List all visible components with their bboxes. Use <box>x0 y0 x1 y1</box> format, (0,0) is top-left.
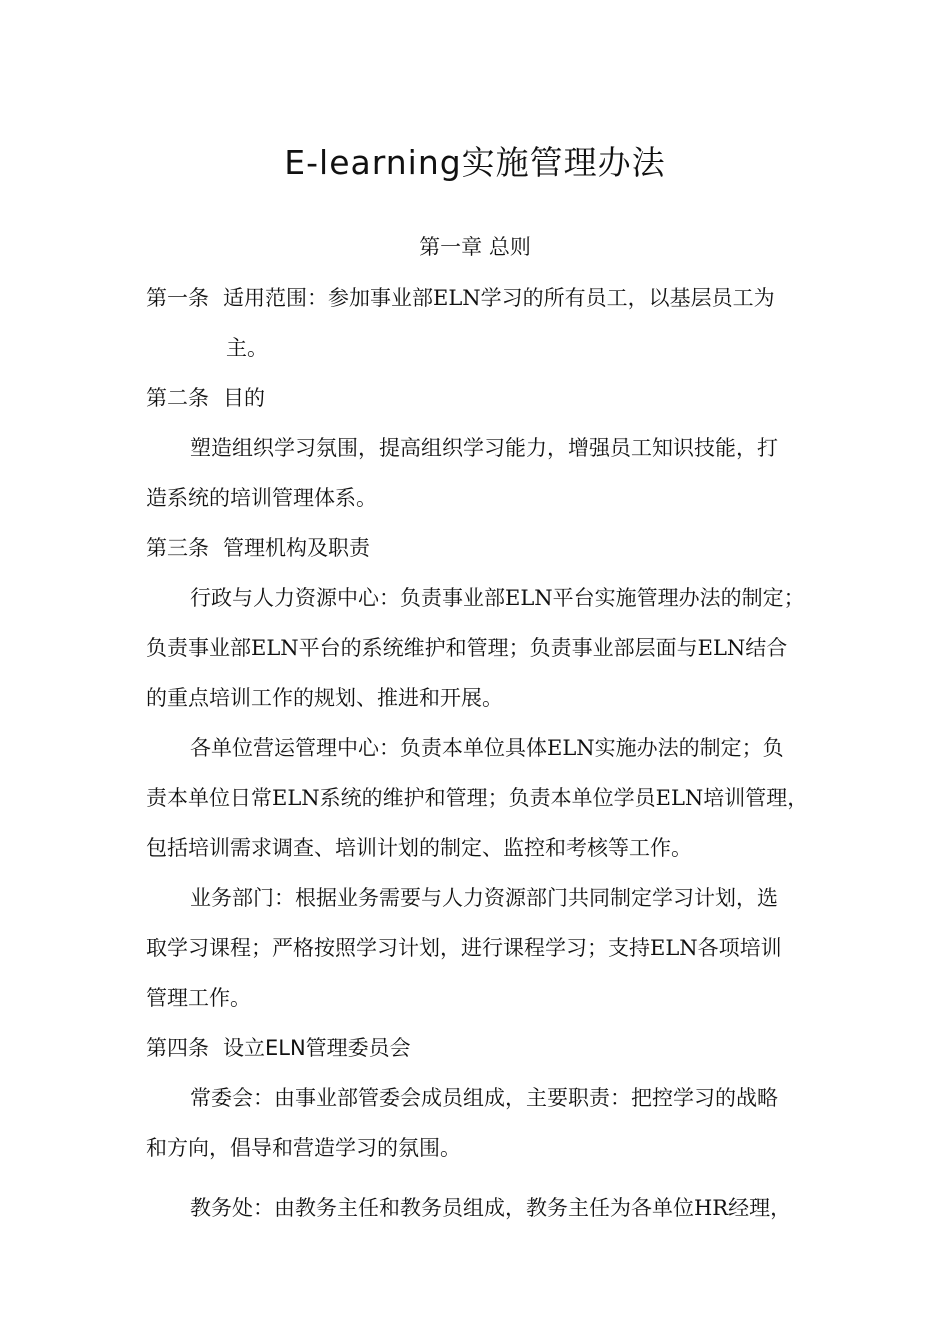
article-3-para-3-line: 取学习课程；严格按照学习计划，进行课程学习；支持ELN各项培训 <box>146 936 782 960</box>
article-3-para-1-line: 行政与人力资源中心：负责事业部ELN平台实施管理办法的制定； <box>190 586 805 610</box>
article-2-para-line: 造系统的培训管理体系。 <box>146 486 377 510</box>
article-3-para-1-line: 负责事业部ELN平台的系统维护和管理；负责事业部层面与ELN结合 <box>146 636 788 660</box>
article-1-continuation: 主。 <box>226 336 268 360</box>
article-4-label: 第四条 <box>146 1036 209 1060</box>
article-2-heading-line <box>146 383 816 413</box>
article-4-heading-line <box>146 1033 816 1063</box>
article-1-label: 第一条 <box>146 286 209 310</box>
article-3-para-2-line: 责本单位日常ELN系统的维护和管理；负责本单位学员ELN培训管理， <box>146 786 809 810</box>
article-1-heading: 适用范围： <box>223 286 328 310</box>
chapter-heading: 第一章 总则 <box>419 235 531 259</box>
article-3-para-2-line: 包括培训需求调查、培训计划的制定、监控和考核等工作。 <box>146 836 692 860</box>
article-2-heading: 目的 <box>223 386 265 410</box>
article-4-heading: 设立ELN管理委员会 <box>223 1036 411 1060</box>
article-4-para-1-line: 常委会：由事业部管委会成员组成，主要职责：把控学习的战略 <box>190 1086 778 1110</box>
article-3-para-1-line: 的重点培训工作的规划、推进和开展。 <box>146 686 503 710</box>
article-3-label: 第三条 <box>146 536 209 560</box>
article-3-para-3-line: 业务部门：根据业务需要与人力资源部门共同制定学习计划，选 <box>190 886 778 910</box>
article-4-para-2-line: 教务处：由教务主任和教务员组成，教务主任为各单位HR经理， <box>190 1196 792 1220</box>
article-1-first-line <box>146 283 816 313</box>
article-3-para-3-line: 管理工作。 <box>146 986 251 1010</box>
article-2-label: 第二条 <box>146 386 209 410</box>
article-2-para-line: 塑造组织学习氛围，提高组织学习能力，增强员工知识技能，打 <box>190 436 778 460</box>
document-title: E-learning实施管理办法 <box>284 143 666 182</box>
article-1-text: 参加事业部ELN学习的所有员工，以基层员工为 <box>328 286 775 310</box>
article-3-heading-line <box>146 533 816 563</box>
article-3-para-2-line: 各单位营运管理中心：负责本单位具体ELN实施办法的制定；负 <box>190 736 784 760</box>
article-3-heading: 管理机构及职责 <box>223 536 370 560</box>
article-4-para-1-line: 和方向，倡导和营造学习的氛围。 <box>146 1136 461 1160</box>
